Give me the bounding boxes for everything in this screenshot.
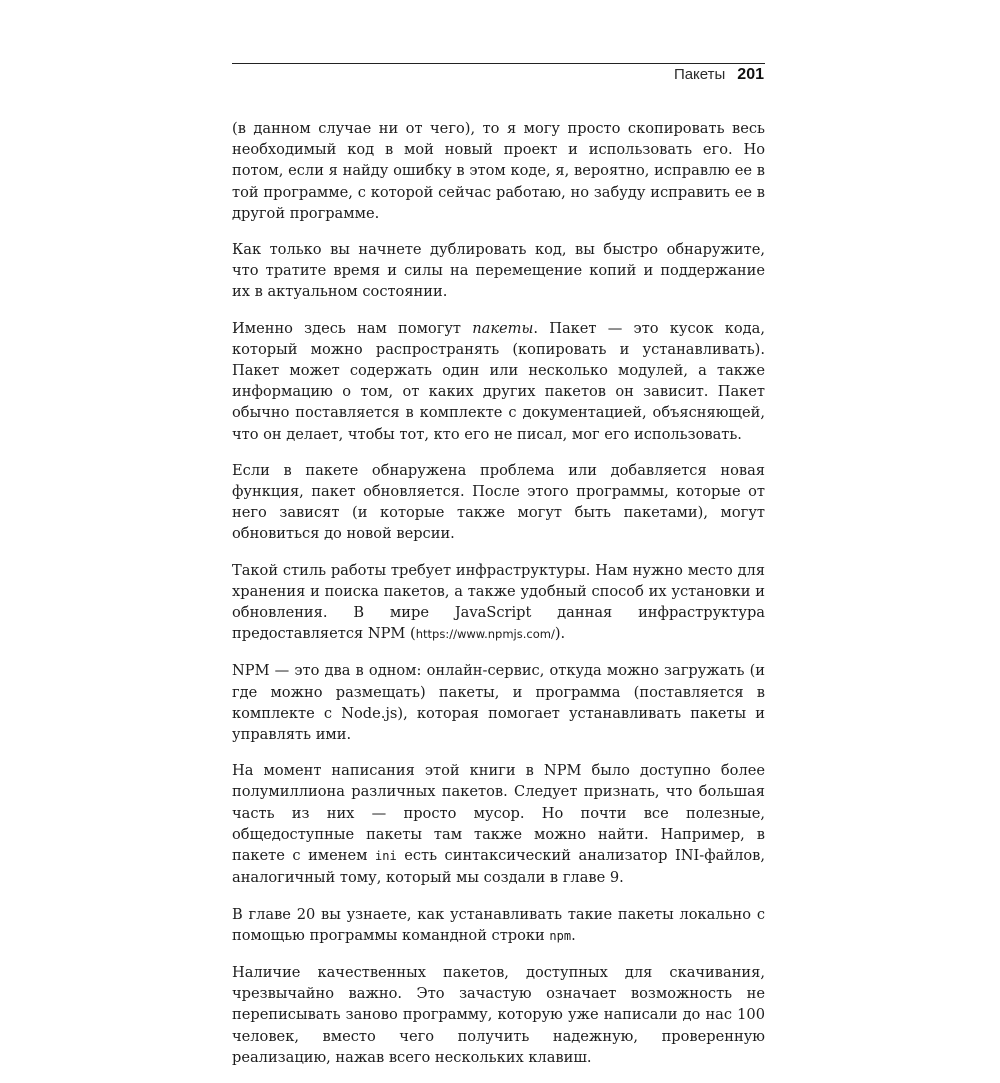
code-ini: ini <box>375 849 397 864</box>
paragraph-6: NPM — это два в одном: онлайн-сервис, откуда можно загружать (и где можно размещать) пакеты, и программа (поставляется в комплекте с Node.js), которая помогает устанавливать пакеты и управлять ими. <box>232 662 765 744</box>
paragraph-7-rest: есть синтаксический анализатор INI-файлов, аналогичный тому, который мы создали в главе 9. <box>232 847 765 887</box>
paragraph-4: Если в пакете обнаружена проблема или добавляется новая функция, пакет обновляется. После этого программы, которые от него зависят (и которые также могут быть пакетами), могут обновиться до новой версии. <box>232 461 765 543</box>
paragraph-9: Наличие качественных пакетов, доступных для скачивания, чрезвычайно важно. Это зачастую означает возможность не переписывать заново программу, которую уже написали до нас 100 человек, вместо чего получить надежную, проверенную реализацию, нажав всего нескольких клавиш. <box>232 963 765 1066</box>
paragraph-3 <box>232 318 765 445</box>
paragraph-5-lead: Такой стиль работы требует инфраструктуры. Нам нужно место для хранения и поиска пакетов, а также удобный способ их установки и обновления. В мире JavaScript данная инфраструктура предоставляется NPM ( <box>232 561 765 643</box>
running-title: Пакеты <box>673 66 726 83</box>
paragraph-8-lead: В главе 20 вы узнаете, как устанавливать такие пакеты локально с помощью программы командной строки <box>232 905 765 944</box>
running-head <box>674 66 764 88</box>
paragraph-7 <box>232 760 765 888</box>
header-rule <box>232 63 765 64</box>
body-text <box>232 118 765 1083</box>
paragraph-5-rest: ). <box>554 625 566 643</box>
paragraph-7-lead: На момент написания этой книги в NPM было доступно более полумиллиона различных пакетов. Следует признать, что большая часть из них — просто мусор. Но почти все полезные, общедоступные пакеты там также можно найти. Например, в пакете с именем <box>232 762 765 865</box>
npm-url-link[interactable]: https://www.npmjs.com/ <box>415 627 555 642</box>
emphasized-term: пакеты <box>472 319 534 337</box>
paragraph-3-lead: Именно здесь нам помогут <box>232 319 473 337</box>
page-number: 201 <box>737 66 764 83</box>
paragraph-5 <box>232 560 765 646</box>
code-npm: npm <box>549 928 572 943</box>
paragraph-8 <box>232 904 765 947</box>
paragraph-1: (в данном случае ни от чего), то я могу просто скопировать весь необходимый код в мой новый проект и использовать его. Но потом, если я найду ошибку в этом коде, я, вероятно, исправлю ее в той программе, с которой сейчас работаю, но забуду исправить ее в другой программе. <box>232 120 765 222</box>
paragraph-3-rest: . Пакет — это кусок кода, который можно распространять (копировать и устанавливать). Пакет может содержать один или несколько модулей, а также информацию о том, от каких других пакетов он зависит. Пакет обычно поставляется в комплекте с документацией, объясняющей, что он делает, чтобы тот, кто его не писал, мог его использовать. <box>232 319 765 443</box>
paragraph-2: Как только вы начнете дублировать код, вы быстро обнаружите, что тратите время и силы на перемещение копий и поддержание их в актуальном состоянии. <box>232 241 765 301</box>
paragraph-8-rest: . <box>571 926 576 944</box>
